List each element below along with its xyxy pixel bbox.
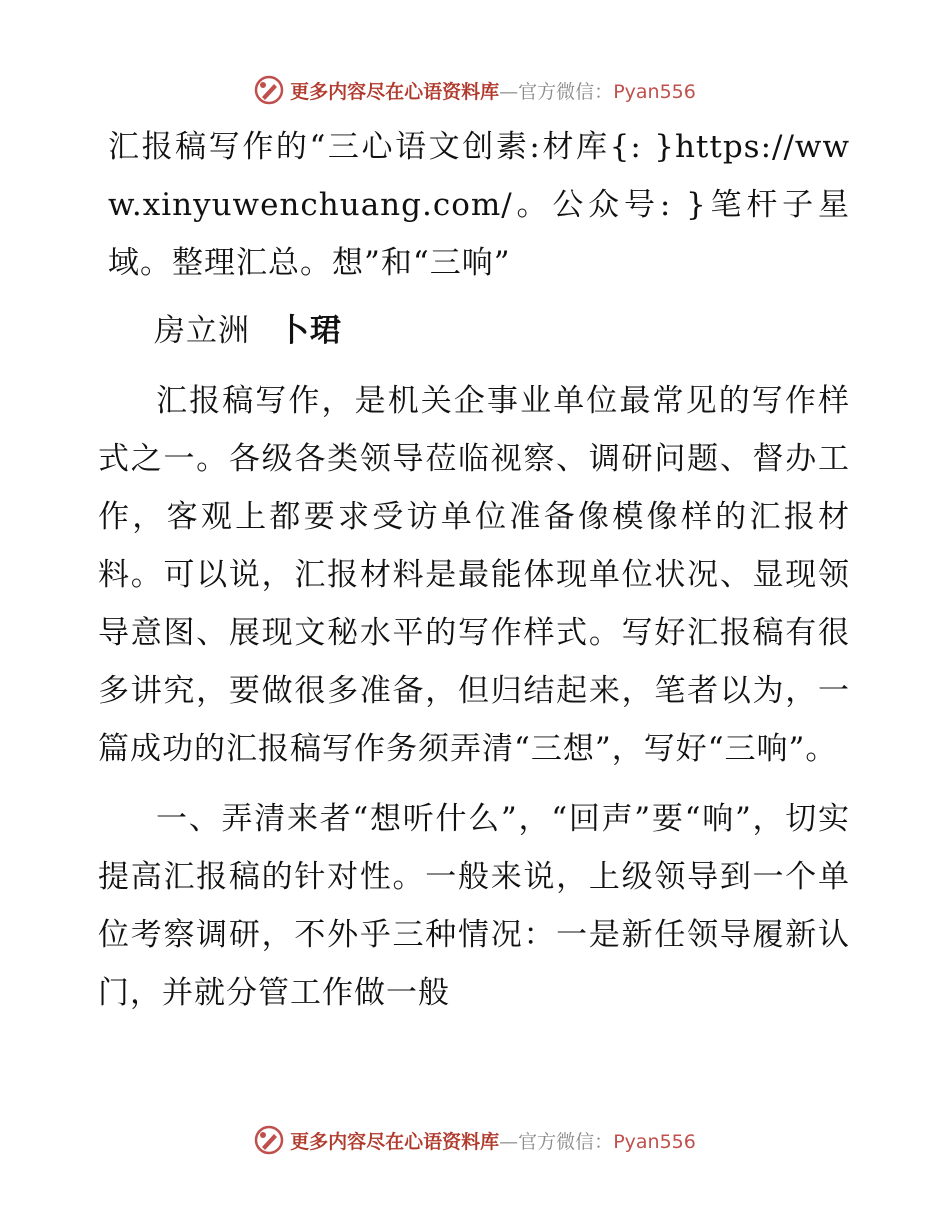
paragraph-1: 汇报稿写作，是机关企事业单位最常见的写作样式之一。各级各类领导莅临视察、调研问题、督办工作，客观上都要求受访单位准备像模像样的汇报材料。可以说，汇报材料是最能体现单位状况、显现领导意图、展现文秘水平的写作样式。写好汇报稿有很多讲究，要做很多准备，但归结起来，笔者以为，一篇成功的汇报稿写作务须弄清“三想”，写好“三响”。 [98, 383, 850, 767]
banner-text [290, 1127, 696, 1154]
document-authors [98, 302, 850, 360]
banner-wechat-id: Pyan556 [613, 80, 696, 103]
banner-brand: 更多内容尽在心语资料库 [290, 80, 500, 103]
banner-separator: — [499, 80, 519, 103]
author-2: 卜珺 [278, 313, 342, 349]
pen-seal-icon [254, 1125, 284, 1155]
footer-banner [0, 1120, 950, 1160]
document-body [98, 118, 850, 1022]
banner-text [290, 77, 696, 104]
document-title: 汇报稿写作的“三心语文创素:材库{: }https://www.xinyuwenchuang.com/。公众号: }笔杆子星域。整理汇总。想”和“三响” [108, 129, 850, 281]
banner-brand: 更多内容尽在心语资料库 [290, 1130, 500, 1153]
paragraph-2: 一、弄清来者“想听什么”，“回声”要“响”，切实提高汇报稿的针对性。一般来说，上级领导到一个单位考察调研，不外乎三种情况：一是新任领导履新认门，并就分管工作做一般 [98, 801, 850, 1011]
banner-label: 官方微信： [518, 80, 614, 103]
header-banner [0, 70, 950, 110]
pen-seal-icon [254, 75, 284, 105]
banner-wechat-id: Pyan556 [613, 1130, 696, 1153]
author-1: 房立洲 [154, 313, 250, 349]
banner-separator: — [499, 1130, 519, 1153]
banner-label: 官方微信： [518, 1130, 614, 1153]
